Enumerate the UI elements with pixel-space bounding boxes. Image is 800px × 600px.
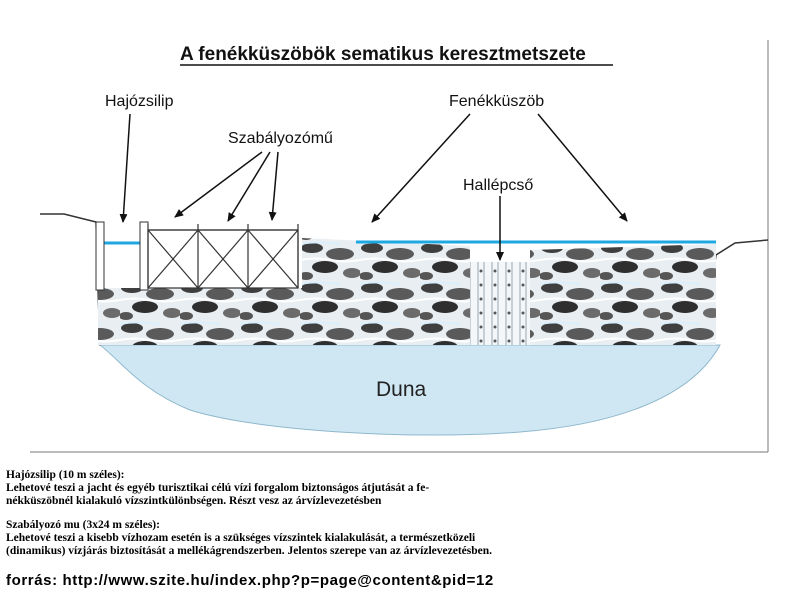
label-bottom-sill: Fenékküszöb bbox=[449, 93, 545, 110]
arrow-regulator-1 bbox=[175, 152, 262, 217]
label-ship-lock: Hajózsilip bbox=[105, 93, 174, 110]
label-regulator: Szabályozómű bbox=[228, 130, 333, 147]
lock-bed bbox=[98, 288, 302, 345]
ship-lock-description bbox=[6, 469, 786, 508]
label-river: Duna bbox=[376, 378, 427, 401]
ship-lock-heading: Hajózsilip (10 m széles): bbox=[6, 469, 125, 481]
regulator-heading: Szabályozó mu (3x24 m széles): bbox=[6, 519, 160, 531]
regulator-text-line-2: (dinamikus) vízjárás biztosítását a mellékágrendszerben. Jelentos szerepe van az árvízlevezetésben. bbox=[6, 545, 493, 557]
fish-ladder-channel bbox=[470, 262, 530, 345]
regulator-gates bbox=[148, 224, 298, 288]
source-citation: forrás: http://www.szite.hu/index.php?p=page@content&pid=12 bbox=[6, 572, 494, 589]
regulator-description bbox=[6, 519, 786, 558]
ship-lock-text-line-1: Lehetové teszi a jacht és egyéb turisztikai célú vízi forgalom biztonságos átjutását a fe- bbox=[6, 482, 430, 494]
arrow-ship-lock bbox=[123, 114, 130, 222]
arrow-sill-left bbox=[372, 114, 470, 222]
downstream-sill-rocks bbox=[530, 244, 716, 345]
arrow-regulator-3 bbox=[272, 152, 278, 220]
upstream-sill-rocks bbox=[302, 238, 470, 345]
diagram-title: A fenékküszöbök sematikus keresztmetszete bbox=[180, 44, 586, 65]
ship-lock-text-line-2: nékküszöbnél kialakuló vízszintkülönbségen. Részt vesz az árvízlevezetésben bbox=[6, 495, 382, 507]
regulator-text-line-1: Lehetové teszi a kisebb vízhozam esetén is a szükséges vízszintek kialakulását, a természetközeli bbox=[6, 532, 476, 544]
arrow-sill-right bbox=[538, 114, 627, 221]
lock-wall-right bbox=[140, 222, 148, 290]
label-fish-ladder: Hallépcső bbox=[463, 177, 534, 194]
lock-wall-left bbox=[96, 222, 104, 290]
